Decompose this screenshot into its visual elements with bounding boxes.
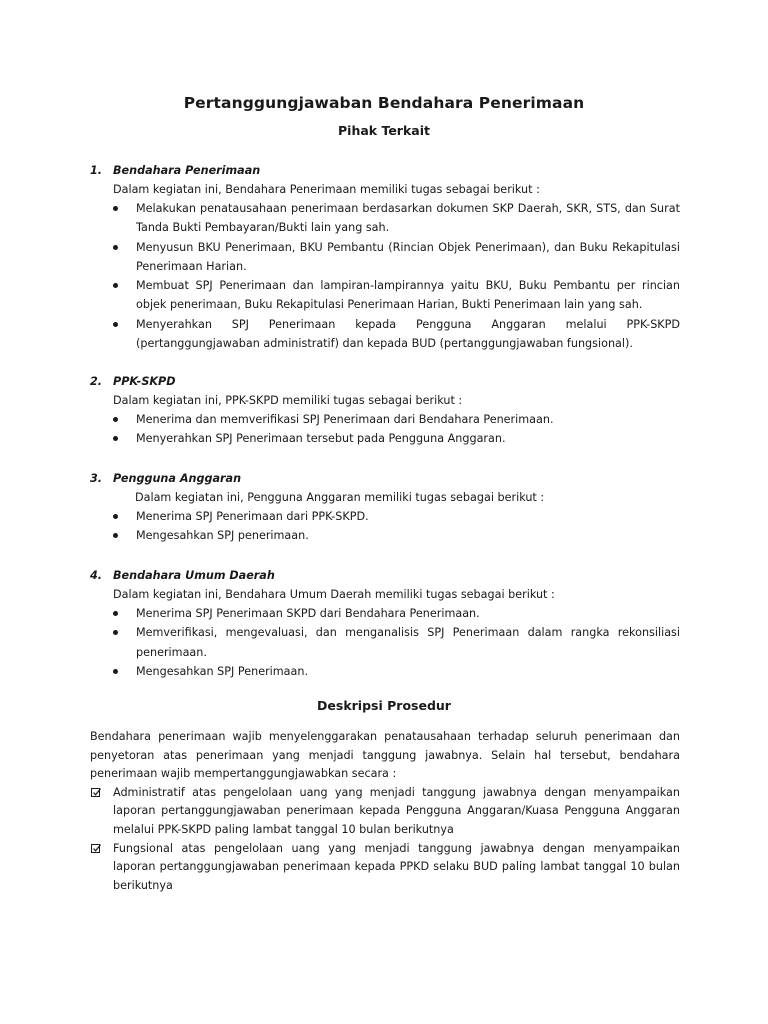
checklist-item-text: Administratif atas pengelolaan uang yang menjadi tanggung jawabnya dengan menyampaikan laporan pertanggungjawaban penerimaan kepada Pengguna Anggaran/Kuasa Pengguna Anggaran melalui PPK-SKPD paling lambat tanggal 10 bulan berikutnya — [113, 785, 680, 836]
list-item — [90, 410, 680, 429]
checklist-item — [90, 840, 680, 896]
description-title: Deskripsi Prosedur — [317, 698, 451, 713]
list-item — [90, 238, 680, 277]
list-item — [90, 604, 680, 623]
task-list — [90, 507, 680, 546]
task-list — [90, 199, 680, 353]
section-bendahara-umum-daerah — [90, 567, 680, 681]
section-name: PPK-SKPD — [113, 375, 176, 388]
list-item — [90, 623, 680, 662]
list-item — [90, 199, 680, 238]
section-intro: Dalam kegiatan ini, Pengguna Anggaran memiliki tugas sebagai berikut : — [135, 491, 545, 504]
list-item-text: Mengesahkan SPJ penerimaan. — [136, 529, 309, 543]
section-bendahara-penerimaan — [90, 162, 680, 353]
list-item — [90, 315, 680, 354]
bullet-icon — [113, 611, 118, 616]
section-heading — [90, 162, 680, 180]
section-pengguna-anggaran — [90, 470, 680, 546]
list-item — [90, 526, 680, 545]
bullet-icon — [113, 283, 118, 288]
list-item-text: Menyerahkan SPJ Penerimaan kepada Pengguna Anggaran melalui PPK-SKPD (pertanggungjawaban administratif) dan kepada BUD (pertanggungjawaban fungsional). — [136, 317, 680, 351]
section-number: 3. — [90, 472, 103, 485]
list-item — [90, 662, 680, 681]
list-item-text: Menerima SPJ Penerimaan dari PPK-SKPD. — [136, 510, 369, 523]
section-number: 2. — [90, 375, 103, 388]
description-paragraph: Bendahara penerimaan wajib menyelenggarakan penatausahaan terhadap seluruh penerimaan dan penyetoran atas penerimaan yang menjadi tanggung jawabnya. Selain hal tersebut, bendahara penerimaan wajib mempertanggungjawabkan secara : — [90, 730, 680, 781]
section-heading — [90, 470, 680, 488]
bullet-icon — [113, 245, 118, 250]
list-item-text: Mengesahkan SPJ Penerimaan. — [136, 664, 309, 678]
document-title: Pertanggungjawaban Bendahara Penerimaan — [183, 94, 585, 112]
list-item-text: Menyusun BKU Penerimaan, BKU Pembantu (Rincian Objek Penerimaan), dan Buku Rekapitulasi Penerimaan Harian. — [136, 240, 680, 273]
bullet-icon — [113, 630, 118, 635]
checklist-item-text: Fungsional atas pengelolaan uang yang menjadi tanggung jawabnya dengan menyampaikan laporan pertanggungjawaban penerimaan kepada PPKD selaku BUD paling lambat tanggal 10 bulan berikutnya — [113, 841, 680, 892]
bullet-icon — [113, 206, 118, 211]
list-item-text: Memverifikasi, mengevaluasi, dan menganalisis SPJ Penerimaan dalam rangka rekonsiliasi penerimaan. — [136, 626, 680, 659]
task-list — [90, 604, 680, 681]
bullet-icon — [113, 417, 118, 422]
list-item — [90, 507, 680, 526]
bullet-icon — [113, 322, 118, 327]
checklist-item — [90, 784, 680, 840]
section-heading — [90, 373, 680, 391]
section-number: 1. — [90, 164, 103, 177]
bullet-icon — [113, 514, 118, 519]
description-body — [90, 728, 680, 895]
section-number: 4. — [90, 569, 103, 582]
list-item-text: Menerima SPJ Penerimaan SKPD dari Bendahara Penerimaan. — [136, 607, 480, 620]
bullet-icon — [113, 669, 118, 674]
section-name: Pengguna Anggaran — [113, 472, 242, 485]
checklist — [90, 784, 680, 896]
document-subtitle: Pihak Terkait — [338, 123, 430, 138]
checkbox-checked-icon — [91, 788, 100, 797]
bullet-icon — [113, 436, 118, 441]
section-heading — [90, 567, 680, 585]
section-intro: Dalam kegiatan ini, Bendahara Umum Daerah memiliki tugas sebagai berikut : — [113, 588, 555, 601]
list-item-text: Menerima dan memverifikasi SPJ Penerimaan dari Bendahara Penerimaan. — [136, 413, 554, 426]
list-item-text: Melakukan penatausahaan penerimaan berdasarkan dokumen SKP Daerah, SKR, STS, dan Surat Tanda Bukti Pembayaran/Bukti lain yang sah. — [136, 202, 680, 235]
bullet-icon — [113, 533, 118, 538]
list-item-text: Membuat SPJ Penerimaan dan lampiran-lampirannya yaitu BKU, Buku Pembantu per rincian objek penerimaan, Buku Rekapitulasi Penerimaan Harian, Bukti Penerimaan lain yang sah. — [136, 279, 680, 312]
section-intro: Dalam kegiatan ini, PPK-SKPD memiliki tugas sebagai berikut : — [113, 394, 463, 407]
section-name: Bendahara Penerimaan — [113, 164, 261, 177]
section-intro: Dalam kegiatan ini, Bendahara Penerimaan memiliki tugas sebagai berikut : — [113, 183, 540, 196]
list-item-text: Menyerahkan SPJ Penerimaan tersebut pada Pengguna Anggaran. — [136, 432, 506, 446]
list-item — [90, 276, 680, 315]
task-list — [90, 410, 680, 449]
section-ppk-skpd — [90, 373, 680, 449]
checkbox-checked-icon — [91, 844, 100, 853]
list-item — [90, 429, 680, 448]
section-name: Bendahara Umum Daerah — [113, 569, 275, 582]
